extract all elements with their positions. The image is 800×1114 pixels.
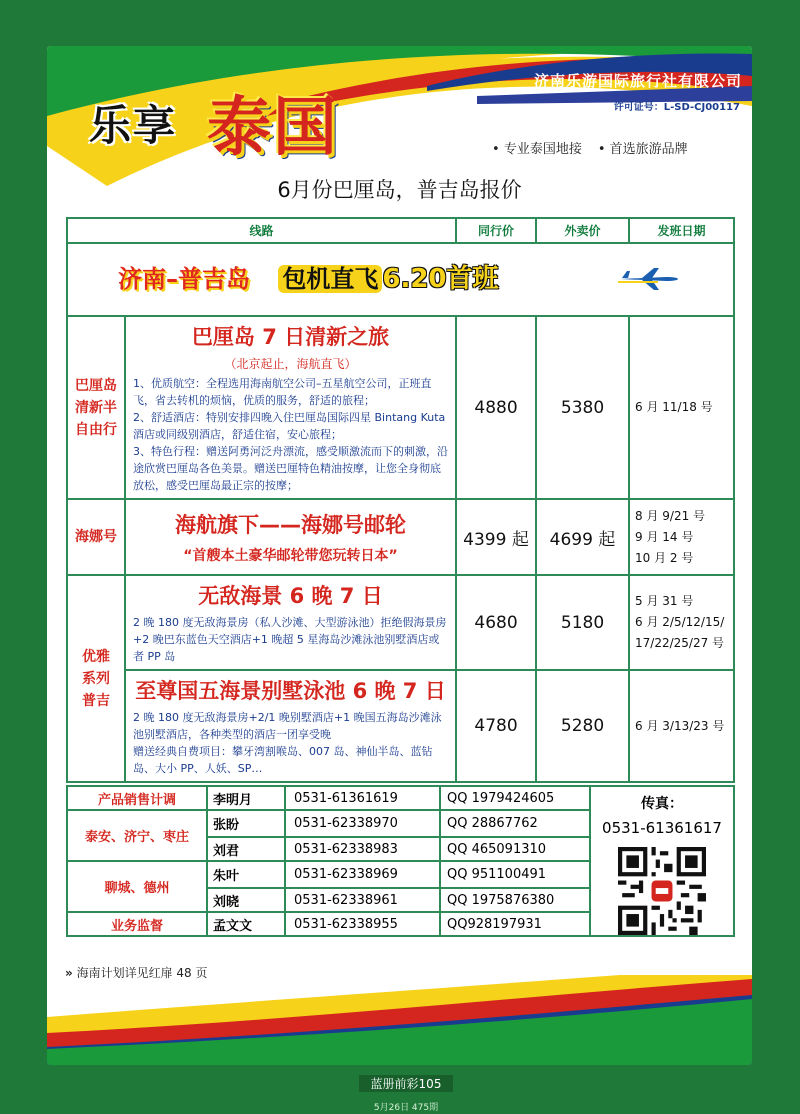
table-row [67, 575, 734, 670]
contact-qq: QQ 1975876380 [440, 888, 590, 912]
flyer-sheet [47, 46, 752, 1065]
contact-qq: QQ 28867762 [440, 810, 590, 837]
col-header-departure-date: 发班日期 [629, 218, 734, 243]
category-bali: 巴厘岛 清新半 自由行 [67, 316, 125, 499]
contact-qq: QQ 1979424605 [440, 786, 590, 810]
contact-group-label: 聊城、德州 [67, 861, 207, 912]
contact-qq: QQ928197931 [440, 912, 590, 936]
contact-group-label: 业务监督 [67, 912, 207, 936]
route-subtitle: （北京起止，海航直飞） [224, 357, 357, 371]
contact-phone: 0531-62338961 [285, 888, 440, 912]
table-row [67, 316, 734, 499]
slogan-tags [492, 138, 688, 157]
route-villa [125, 670, 456, 782]
route-cruise [125, 499, 456, 575]
banner-row [67, 243, 734, 316]
retail-price: 5380 [536, 316, 629, 499]
route-title: 巴厘岛 7 日清新之旅 [191, 325, 390, 349]
route-description: 2 晚 180 度无敌海景房+2/1 晚别墅酒店+1 晚国五海岛沙滩泳池别墅酒店，各种类型的酒店一团享受晚 [133, 711, 442, 741]
contact-phone: 0531-62338983 [285, 837, 440, 861]
charter-banner-text [118, 258, 499, 295]
banner-charter: 包机直飞 [278, 265, 382, 293]
table-header-row [67, 218, 734, 243]
contact-name: 朱叶 [207, 861, 285, 888]
footnote [65, 964, 208, 981]
company-name: 济南乐游国际旅行社有限公司 [533, 72, 742, 90]
contact-row [67, 786, 734, 810]
departure-dates: 8 月 9/21 号 9 月 14 号 10 月 2 号 [629, 499, 734, 575]
contact-name: 张盼 [207, 810, 285, 837]
trade-price: 4399 起 [456, 499, 536, 575]
contact-group-label: 产品销售计调 [67, 786, 207, 810]
banner-route: 济南–普吉岛 [118, 265, 250, 293]
route-slogan: “首艘本土豪华邮轮带您玩转日本” [183, 548, 398, 564]
route-description: 3、特色行程：赠送阿勇河泛舟漂流，感受顺激流而下的刺激，沿途欣赏巴厘岛各色美景。赠送巴厘特色精油按摩，让您全身彻底放松，感受巴厘岛最正宗的按摩； [133, 445, 448, 492]
double-chevron-icon: » [65, 966, 73, 980]
retail-price: 4699 起 [536, 499, 629, 575]
departure-dates: 5 月 31 号 6 月 2/5/12/15/ 17/22/25/27 号 [629, 575, 734, 670]
category-phuket: 优雅 系列 普吉 [67, 575, 125, 782]
airplane-icon [618, 266, 680, 292]
contact-phone: 0531-62338970 [285, 810, 440, 837]
tag-brand: • 首选旅游品牌 [598, 138, 688, 157]
trade-price: 4680 [456, 575, 536, 670]
route-title: 至尊国五海景别墅泳池 6 晚 7 日 [135, 679, 446, 703]
table-row [67, 499, 734, 575]
contact-name: 孟文文 [207, 912, 285, 936]
issue-label: 5月26日 475期 [373, 1103, 439, 1113]
footnote-text: 海南计划详见红扉 48 页 [76, 966, 208, 980]
route-description: 2 晚 180 度无敌海景房（私人沙滩、大型游泳池）拒绝假海景房+2 晚巴东蓝色天空酒店+1 晚超 5 星海岛沙滩泳池别墅酒店或者 PP 岛 [133, 616, 447, 663]
contact-name: 刘晓 [207, 888, 285, 912]
route-title: 海航旗下——海娜号邮轮 [175, 513, 406, 537]
contact-qq: QQ 951100491 [440, 861, 590, 888]
route-description: 1、优质航空：全程选用海南航空公司–五星航空公司，正班直飞，省去转机的烦恼，优质的服务，舒适的旅程； [133, 377, 432, 407]
contact-name: 李明月 [207, 786, 285, 810]
departure-dates: 6 月 11/18 号 [629, 316, 734, 499]
footer-swoosh [47, 975, 752, 1065]
price-table [66, 217, 735, 783]
contact-phone: 0531-62338969 [285, 861, 440, 888]
col-header-route: 线路 [67, 218, 456, 243]
retail-price: 5280 [536, 670, 629, 782]
banner-first-flight: 6.20首班 [382, 264, 499, 294]
license-number: 许可证号：L-SD-CJ00117 [613, 102, 740, 113]
contact-name: 刘君 [207, 837, 285, 861]
charter-banner [67, 243, 734, 316]
contact-table [66, 785, 735, 937]
col-header-trade-price: 同行价 [456, 218, 536, 243]
retail-price: 5180 [536, 575, 629, 670]
col-header-retail-price: 外卖价 [536, 218, 629, 243]
logo-text-lexiang: 乐享 [89, 101, 178, 150]
route-title: 无敌海景 6 晚 7 日 [198, 584, 383, 608]
route-description: 2、舒适酒店：特别安排四晚入住巴厘岛国际四星 Bintang Kuta 酒店或同级别酒店，舒适住宿，安心旅程； [133, 411, 446, 441]
fax-label: 传真： [641, 796, 683, 812]
page-number-label: 蓝册前彩105 [359, 1075, 453, 1092]
route-seaview [125, 575, 456, 670]
trade-price: 4780 [456, 670, 536, 782]
qr-code-icon [618, 847, 706, 935]
contact-group-label: 泰安、济宁、枣庄 [67, 810, 207, 861]
fax-panel [590, 786, 734, 936]
contact-qq: QQ 465091310 [440, 837, 590, 861]
route-bali [125, 316, 456, 499]
fax-number: 0531-61361617 [602, 819, 722, 837]
page-title: 6月份巴厘岛，普吉岛报价 [277, 178, 522, 202]
logo-text-taiguo: 泰国 [207, 90, 339, 165]
contact-phone: 0531-62338955 [285, 912, 440, 936]
route-description: 赠送经典自费项目：攀牙湾割喉岛、007 岛、神仙半岛、蓝钻岛、大小 PP、人妖、SP… [133, 745, 433, 775]
table-row [67, 670, 734, 782]
trade-price: 4880 [456, 316, 536, 499]
contact-phone: 0531-61361619 [285, 786, 440, 810]
tag-local-service: • 专业泰国地接 [492, 138, 582, 157]
category-cruise: 海娜号 [67, 499, 125, 575]
departure-dates: 6 月 3/13/23 号 [629, 670, 734, 782]
